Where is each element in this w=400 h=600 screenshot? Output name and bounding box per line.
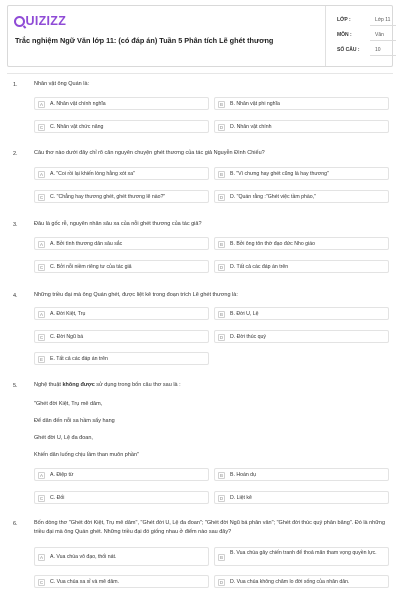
question-number: 4. [13,293,18,299]
meta-value-subject: Văn [375,32,384,38]
option-text: E. Tất cả các đáp án trên [50,356,108,363]
option-a[interactable] [34,307,209,320]
option-a[interactable] [34,167,209,180]
option-letter: A [39,311,43,317]
option-letter: B [219,472,223,478]
option-text: D. Liệt kê [230,495,252,502]
worksheet-header [7,5,393,67]
option-b[interactable] [214,547,389,566]
option-text: C. "Chẳng hay thương ghét, ghét thương lẽ nào?" [50,194,166,201]
option-letter: C [39,579,44,585]
option-d[interactable] [214,260,389,273]
option-b[interactable] [214,237,389,250]
question-text: Những triều đại mà ông Quán ghét, được liệt kê trong đoạn trích Lẽ ghét thương là: [34,292,238,298]
option-letter: D [219,495,224,501]
poem-line: Để dân đến nỗi sa hầm sẩy hang [34,418,115,424]
meta-underline [370,25,396,26]
option-a[interactable] [34,547,209,566]
option-a[interactable] [34,468,209,481]
option-letter: A [39,472,43,478]
question-text: Nghệ thuật không được sử dụng trong bốn câu thơ sau là : [34,382,181,388]
option-text: B. "Vì chưng hay ghét cũng là hay thương" [230,171,329,178]
option-text: B. Hoán dụ [230,472,256,479]
option-text: B. Vua chúa gây chiến tranh để thoả mãn tham vọng quyền lực. [230,550,377,556]
option-a[interactable] [34,97,209,110]
option-letter: A [39,101,43,107]
option-c[interactable] [34,190,209,203]
option-letter: E [39,356,43,362]
option-text: D. Đời thúc quý [230,334,266,341]
meta-label-class: LỚP : [337,17,351,23]
option-d[interactable] [214,190,389,203]
poem-line: Khiến dân luống chịu lầm than muôn phần" [34,452,139,458]
emphasis-text: không được [62,382,95,388]
q-logo-icon [14,16,25,27]
option-letter: C [39,124,44,130]
meta-value-class: Lớp 11 [375,17,391,23]
option-c[interactable] [34,260,209,273]
option-letter: D [219,334,224,340]
option-text: A. Nhân vật chính nghĩa [50,101,106,108]
option-a[interactable] [34,237,209,250]
worksheet-title: Trắc nghiệm Ngữ Văn lớp 11: (có đáp án) Tuần 5 Phân tích Lẽ ghét thương [15,36,274,45]
option-d[interactable] [214,330,389,343]
option-text: A. Vua chúa vô đạo, thối nát. [50,554,117,561]
option-text: D. Tất cả các đáp án trên [230,264,289,271]
option-letter: B [219,171,223,177]
option-e[interactable] [34,352,209,365]
question-number: 3. [13,222,18,228]
option-letter: C [39,194,44,200]
option-text: B. Nhân vật phi nghĩa [230,101,280,108]
question-text: Đâu là gốc rễ, nguyên nhân sâu xa của nỗi ghét thương của tác giả? [34,221,202,227]
question-text: Nhân vật ông Quán là: [34,81,90,87]
poem-line: Ghét đời U, Lệ đa đoan, [34,435,93,441]
option-b[interactable] [214,167,389,180]
option-c[interactable] [34,575,209,588]
option-text: A. "Coi rồi lại khiến lòng hằng xót xa" [50,171,136,178]
option-letter: B [219,554,223,560]
option-c[interactable] [34,120,209,133]
option-letter: D [219,124,224,130]
option-text: D. Vua chúa không chăm lo đời sống của nhân dân. [230,579,350,586]
option-letter: A [39,554,43,560]
option-text: A. Điệp từ [50,472,74,479]
option-text: C. Vua chúa xa xỉ và mê dâm. [50,579,120,586]
option-letter: A [39,241,43,247]
quizizz-logo: UIZIZZ [14,14,66,28]
option-letter: C [39,495,44,501]
option-text: D. "Quán rằng :"Ghét việc tầm phào," [230,194,316,201]
option-b[interactable] [214,97,389,110]
option-text: C. Đối [50,495,65,502]
option-text: A. Đời Kiệt, Trụ [50,311,86,318]
option-letter: D [219,579,224,585]
option-text: B. Đời U, Lệ [230,311,259,318]
option-letter: D [219,194,224,200]
question-text: Câu thơ nào dưới đây chỉ rõ căn nguyên chuyện ghét thương của tác giả Nguyễn Đình Chiểu? [34,150,265,156]
meta-label-subject: MÔN : [337,32,352,38]
option-d[interactable] [214,491,389,504]
option-letter: B [219,311,223,317]
option-text: C. Đời Ngũ bá [50,334,84,341]
option-letter: B [219,241,223,247]
header-rule [7,73,393,74]
option-text: C. Bởi nỗi niềm riêng tư của tác giả [50,264,132,271]
option-d[interactable] [214,120,389,133]
option-letter: D [219,264,224,270]
question-text: Bốn dòng thơ "Ghét đời Kiệt, Trụ mê dâm", "Ghét đời U, Lệ đa đoan"; "Ghét đời Ngũ bá phân vân"; "Ghét đời thúc quý phân băng". Đó là những triều đại mà ông Quán ghét. Những triều đại đó giống nhau ở điểm nào sau đây? [34,520,386,535]
option-text: C. Nhân vật chức năng [50,124,104,131]
option-letter: C [39,334,44,340]
option-b[interactable] [214,307,389,320]
meta-underline [370,40,396,41]
question-number: 2. [13,151,18,157]
option-letter: B [219,101,223,107]
question-number: 5. [13,383,18,389]
question-number: 1. [13,82,18,88]
option-text: B. Bởi ông tôn thờ đạo đức Nho giáo [230,241,315,248]
option-text: D. Nhân vật chính [230,124,272,131]
option-letter: C [39,264,44,270]
option-d[interactable] [214,575,389,588]
meta-value-count: 10 [375,47,381,53]
poem-line: "Ghét đời Kiệt, Trụ mê dâm, [34,401,103,407]
question-number: 6. [13,521,18,527]
option-c[interactable] [34,491,209,504]
option-text: A. Bởi tình thương dân sâu sắc [50,241,123,248]
option-c[interactable] [34,330,209,343]
option-b[interactable] [214,468,389,481]
meta-underline [370,55,396,56]
header-divider [325,6,326,66]
option-letter: A [39,171,43,177]
meta-label-count: SỐ CÂU : [337,47,360,53]
